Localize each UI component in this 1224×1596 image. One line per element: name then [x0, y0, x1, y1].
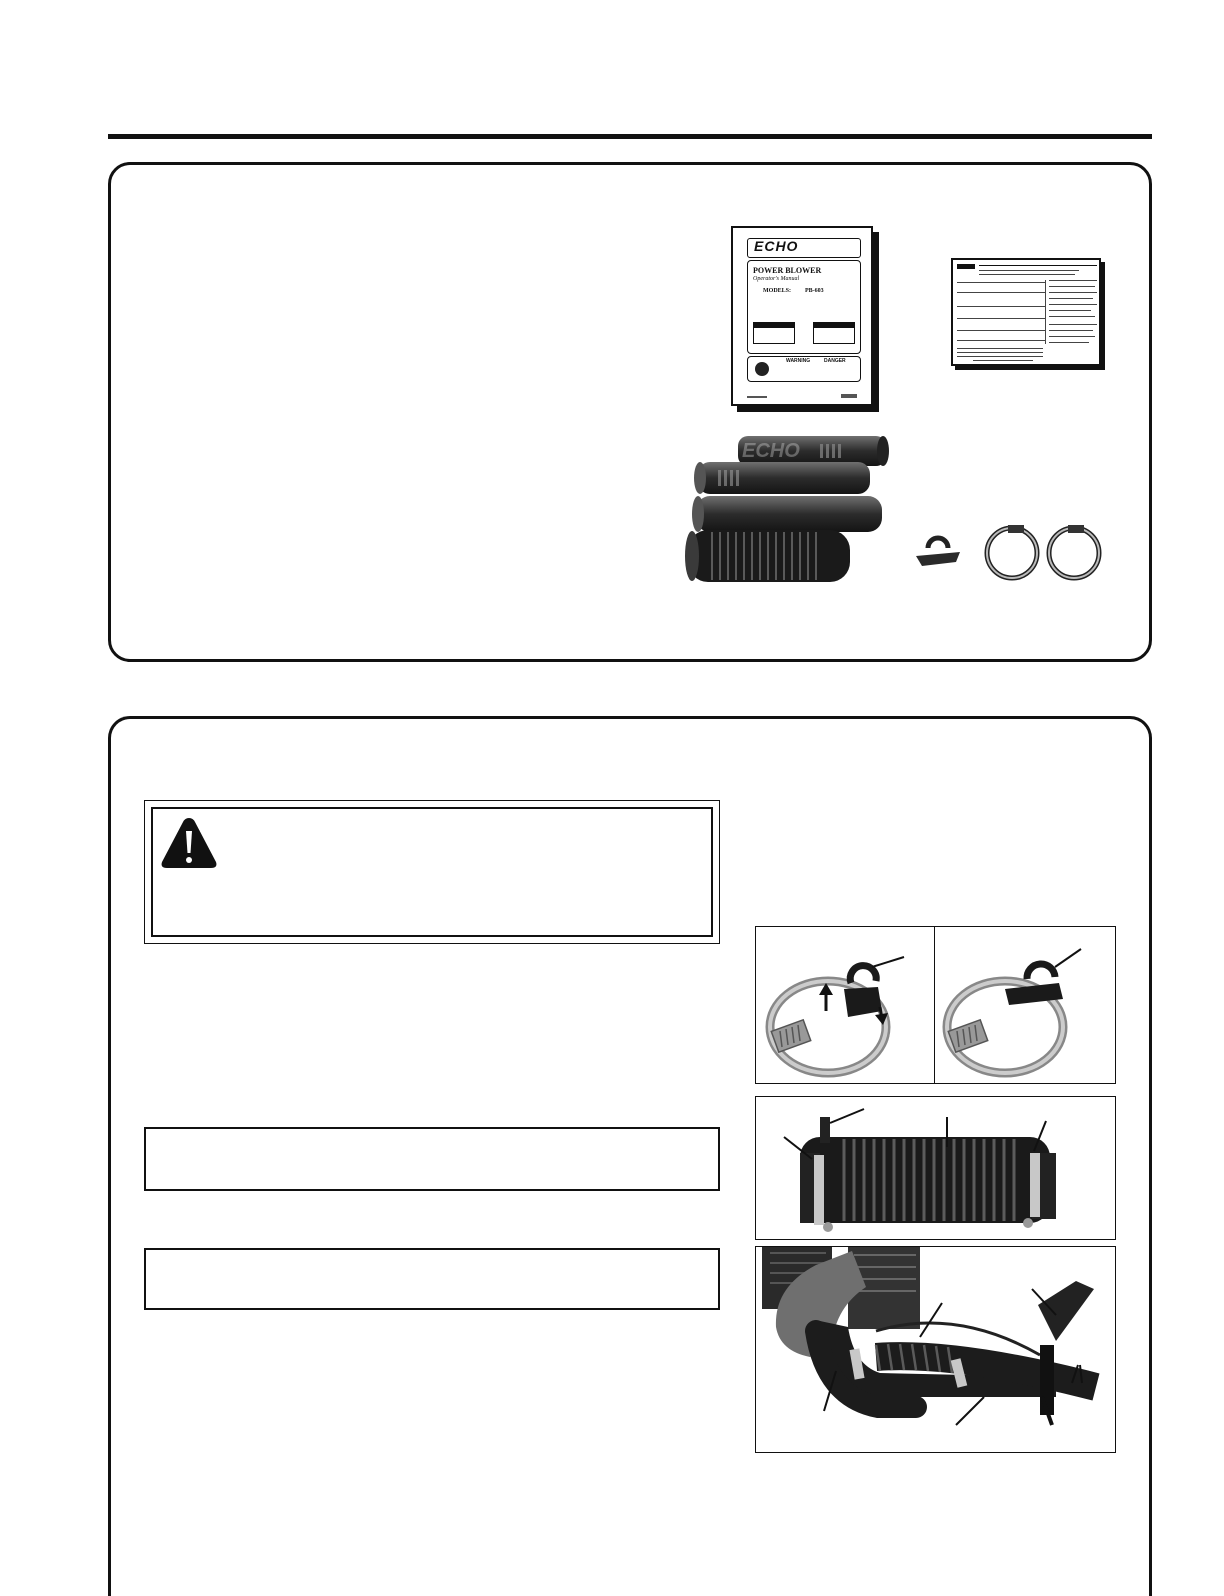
manual-danger-label: DANGER	[824, 358, 846, 364]
flex-hose-photo	[755, 1096, 1116, 1240]
notice-box-1	[144, 1127, 720, 1191]
manual-subtitle: Operator's Manual	[753, 276, 800, 282]
warning-box-inner	[151, 807, 713, 937]
manual-footer-right	[841, 394, 857, 398]
svg-text:ECHO: ECHO	[742, 440, 800, 462]
blower-tubes-illustration	[680, 432, 890, 584]
blower-assembly-photo	[755, 1246, 1116, 1453]
warranty-card-illustration	[951, 258, 1101, 366]
contents-panel	[108, 162, 1152, 662]
manual-hazard-icon	[754, 361, 770, 377]
notice-box-2	[144, 1248, 720, 1310]
small-clamp-illustration	[912, 530, 964, 570]
warning-box	[144, 800, 720, 944]
manual-safety-label-right	[813, 322, 855, 344]
top-rule	[108, 134, 1152, 139]
operators-manual-illustration	[731, 226, 873, 406]
clamp-attach-photo-b	[934, 926, 1116, 1084]
manual-title: POWER BLOWER	[753, 266, 822, 275]
hose-clamps-illustration	[982, 522, 1108, 584]
clamp-attach-photo-a	[755, 926, 935, 1084]
manual-brand-bar	[747, 238, 861, 258]
manual-warning-label: WARNING	[786, 358, 811, 364]
manual-model: PB-603	[805, 288, 824, 294]
card-logo	[957, 264, 975, 269]
manual-brand: ECHO	[754, 238, 799, 254]
manual-warning-box	[747, 356, 861, 382]
manual-footer-left	[747, 396, 767, 398]
manual-models-label: MODELS:	[763, 288, 792, 294]
manual-safety-label-left	[753, 322, 795, 344]
warning-triangle-icon	[159, 815, 219, 871]
